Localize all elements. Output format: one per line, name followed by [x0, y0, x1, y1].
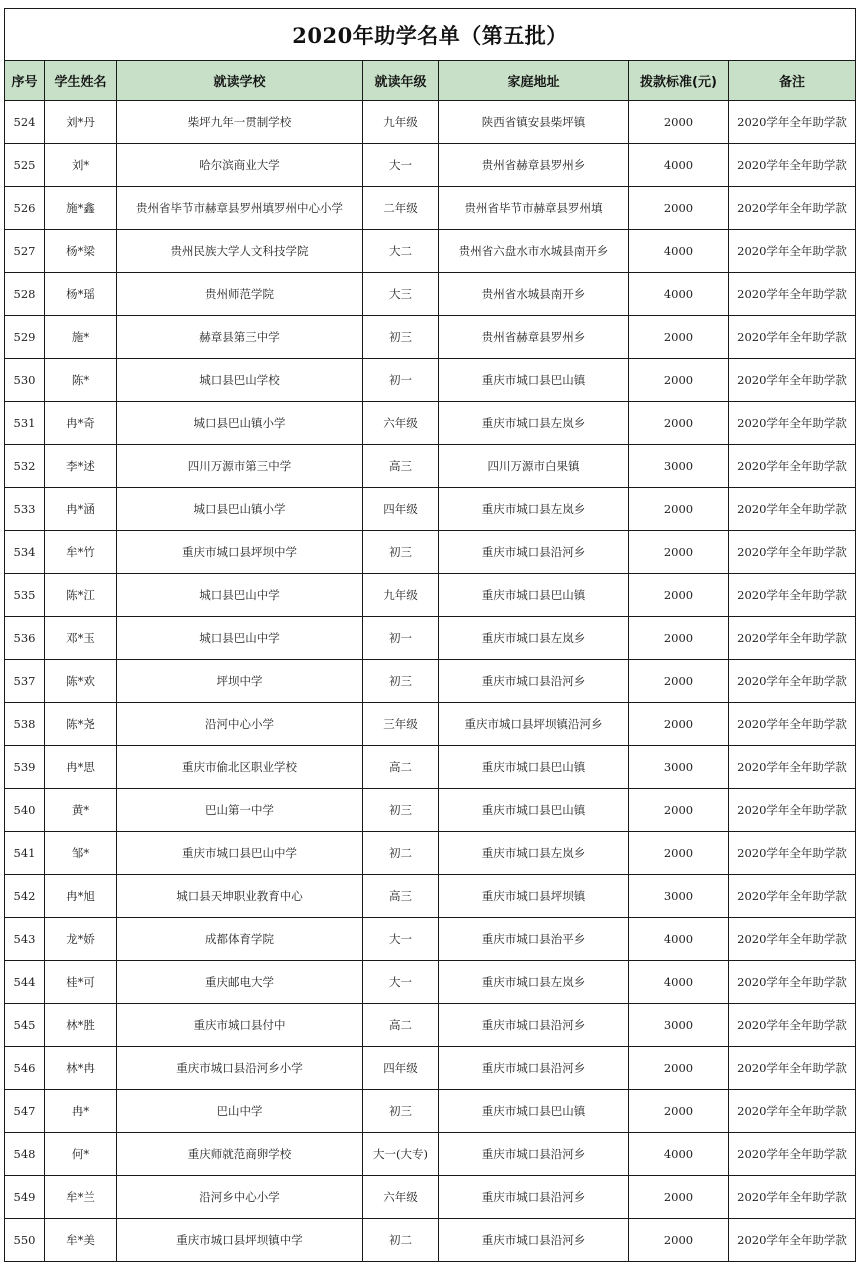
cell-school: 城口县天坤职业教育中心 — [117, 875, 363, 918]
column-header-amount: 拨款标准(元) — [629, 61, 729, 101]
cell-home-address: 重庆市城口县沿河乡 — [439, 1133, 629, 1176]
cell-school: 四川万源市第三中学 — [117, 445, 363, 488]
cell-grade: 高二 — [363, 1004, 439, 1047]
cell-home-address: 贵州省赫章县罗州乡 — [439, 316, 629, 359]
table-row — [5, 1004, 856, 1047]
cell-student-name: 桂*可 — [45, 961, 117, 1004]
cell-index: 544 — [5, 961, 45, 1004]
header-row — [5, 61, 856, 101]
cell-student-name: 龙*娇 — [45, 918, 117, 961]
cell-home-address: 陕西省镇安县柴坪镇 — [439, 101, 629, 144]
cell-grade: 九年级 — [363, 101, 439, 144]
cell-grade: 二年级 — [363, 187, 439, 230]
cell-remark: 2020学年全年助学款 — [729, 144, 856, 187]
cell-student-name: 林*冉 — [45, 1047, 117, 1090]
cell-school: 重庆市城口县坪坝镇中学 — [117, 1219, 363, 1262]
cell-home-address: 重庆市城口县左岚乡 — [439, 961, 629, 1004]
cell-grade: 初二 — [363, 1219, 439, 1262]
cell-student-name: 陈* — [45, 359, 117, 402]
cell-grade: 初一 — [363, 617, 439, 660]
table-row — [5, 703, 856, 746]
cell-index: 534 — [5, 531, 45, 574]
cell-student-name: 李*述 — [45, 445, 117, 488]
cell-amount: 2000 — [629, 1047, 729, 1090]
cell-amount: 4000 — [629, 273, 729, 316]
cell-index: 526 — [5, 187, 45, 230]
table-row — [5, 101, 856, 144]
cell-student-name: 邹* — [45, 832, 117, 875]
table-row — [5, 660, 856, 703]
table-row — [5, 574, 856, 617]
cell-student-name: 杨*瑶 — [45, 273, 117, 316]
table-row — [5, 918, 856, 961]
cell-index: 538 — [5, 703, 45, 746]
cell-home-address: 重庆市城口县沿河乡 — [439, 531, 629, 574]
page-title: 2020年助学名单（第五批） — [5, 9, 856, 61]
cell-student-name: 冉*涵 — [45, 488, 117, 531]
cell-home-address: 四川万源市白果镇 — [439, 445, 629, 488]
cell-school: 重庆市城口县坪坝中学 — [117, 531, 363, 574]
cell-amount: 3000 — [629, 746, 729, 789]
cell-index: 529 — [5, 316, 45, 359]
cell-school: 贵州省毕节市赫章县罗州填罗州中心小学 — [117, 187, 363, 230]
cell-home-address: 重庆市城口县巴山镇 — [439, 1090, 629, 1133]
cell-remark: 2020学年全年助学款 — [729, 488, 856, 531]
cell-index: 525 — [5, 144, 45, 187]
cell-amount: 2000 — [629, 789, 729, 832]
cell-grade: 初三 — [363, 789, 439, 832]
cell-grade: 大一 — [363, 961, 439, 1004]
cell-index: 532 — [5, 445, 45, 488]
cell-grade: 高三 — [363, 875, 439, 918]
aid-list-table — [4, 8, 856, 1262]
table-row — [5, 531, 856, 574]
cell-index: 536 — [5, 617, 45, 660]
cell-grade: 大二 — [363, 230, 439, 273]
table-row — [5, 746, 856, 789]
cell-grade: 高二 — [363, 746, 439, 789]
table-row — [5, 187, 856, 230]
cell-school: 贵州民族大学人文科技学院 — [117, 230, 363, 273]
cell-amount: 3000 — [629, 445, 729, 488]
cell-index: 524 — [5, 101, 45, 144]
cell-index: 542 — [5, 875, 45, 918]
cell-index: 550 — [5, 1219, 45, 1262]
cell-amount: 2000 — [629, 402, 729, 445]
cell-home-address: 贵州省毕节市赫章县罗州填 — [439, 187, 629, 230]
table-row — [5, 316, 856, 359]
cell-amount: 2000 — [629, 359, 729, 402]
cell-index: 545 — [5, 1004, 45, 1047]
cell-index: 530 — [5, 359, 45, 402]
table-row — [5, 230, 856, 273]
cell-index: 548 — [5, 1133, 45, 1176]
cell-index: 541 — [5, 832, 45, 875]
cell-grade: 初三 — [363, 660, 439, 703]
cell-remark: 2020学年全年助学款 — [729, 660, 856, 703]
cell-remark: 2020学年全年助学款 — [729, 1176, 856, 1219]
cell-remark: 2020学年全年助学款 — [729, 1047, 856, 1090]
cell-grade: 大一 — [363, 918, 439, 961]
cell-remark: 2020学年全年助学款 — [729, 187, 856, 230]
cell-remark: 2020学年全年助学款 — [729, 961, 856, 1004]
column-header-index: 序号 — [5, 61, 45, 101]
cell-index: 527 — [5, 230, 45, 273]
cell-index: 540 — [5, 789, 45, 832]
cell-school: 城口县巴山镇小学 — [117, 488, 363, 531]
cell-amount: 4000 — [629, 961, 729, 1004]
cell-school: 重庆师就范商卵学校 — [117, 1133, 363, 1176]
cell-remark: 2020学年全年助学款 — [729, 1219, 856, 1262]
cell-school: 重庆市城口县巴山中学 — [117, 832, 363, 875]
cell-school: 贵州师范学院 — [117, 273, 363, 316]
table-row — [5, 1090, 856, 1133]
cell-amount: 4000 — [629, 230, 729, 273]
cell-grade: 初二 — [363, 832, 439, 875]
cell-home-address: 重庆市城口县巴山镇 — [439, 359, 629, 402]
cell-student-name: 施* — [45, 316, 117, 359]
cell-home-address: 重庆市城口县左岚乡 — [439, 832, 629, 875]
cell-index: 539 — [5, 746, 45, 789]
cell-remark: 2020学年全年助学款 — [729, 531, 856, 574]
cell-school: 城口县巴山中学 — [117, 617, 363, 660]
cell-student-name: 陈*江 — [45, 574, 117, 617]
cell-home-address: 重庆市城口县坪坝镇沿河乡 — [439, 703, 629, 746]
cell-index: 543 — [5, 918, 45, 961]
cell-student-name: 刘*丹 — [45, 101, 117, 144]
cell-home-address: 重庆市城口县巴山镇 — [439, 746, 629, 789]
cell-remark: 2020学年全年助学款 — [729, 445, 856, 488]
cell-amount: 2000 — [629, 531, 729, 574]
cell-amount: 2000 — [629, 316, 729, 359]
table-row — [5, 617, 856, 660]
column-header-home-address: 家庭地址 — [439, 61, 629, 101]
cell-student-name: 牟*兰 — [45, 1176, 117, 1219]
cell-home-address: 重庆市城口县左岚乡 — [439, 402, 629, 445]
cell-remark: 2020学年全年助学款 — [729, 617, 856, 660]
cell-student-name: 何* — [45, 1133, 117, 1176]
cell-student-name: 黄* — [45, 789, 117, 832]
cell-grade: 三年级 — [363, 703, 439, 746]
cell-index: 537 — [5, 660, 45, 703]
cell-remark: 2020学年全年助学款 — [729, 918, 856, 961]
cell-index: 547 — [5, 1090, 45, 1133]
cell-school: 重庆市城口县沿河乡小学 — [117, 1047, 363, 1090]
cell-home-address: 重庆市城口县左岚乡 — [439, 617, 629, 660]
cell-grade: 大一(大专) — [363, 1133, 439, 1176]
cell-amount: 3000 — [629, 875, 729, 918]
cell-remark: 2020学年全年助学款 — [729, 746, 856, 789]
cell-amount: 2000 — [629, 488, 729, 531]
cell-home-address: 贵州省六盘水市水城县南开乡 — [439, 230, 629, 273]
cell-school: 重庆市偷北区职业学校 — [117, 746, 363, 789]
cell-school: 巴山第一中学 — [117, 789, 363, 832]
cell-home-address: 重庆市城口县巴山镇 — [439, 789, 629, 832]
cell-student-name: 冉*旭 — [45, 875, 117, 918]
cell-remark: 2020学年全年助学款 — [729, 789, 856, 832]
table-row — [5, 445, 856, 488]
cell-school: 沿河乡中心小学 — [117, 1176, 363, 1219]
cell-student-name: 陈*欢 — [45, 660, 117, 703]
cell-index: 531 — [5, 402, 45, 445]
cell-index: 535 — [5, 574, 45, 617]
cell-amount: 4000 — [629, 918, 729, 961]
cell-school: 城口县巴山中学 — [117, 574, 363, 617]
cell-school: 城口县巴山镇小学 — [117, 402, 363, 445]
cell-amount: 3000 — [629, 1004, 729, 1047]
table-row — [5, 488, 856, 531]
table-row — [5, 1176, 856, 1219]
cell-remark: 2020学年全年助学款 — [729, 230, 856, 273]
cell-student-name: 冉*思 — [45, 746, 117, 789]
cell-student-name: 邓*玉 — [45, 617, 117, 660]
cell-amount: 2000 — [629, 101, 729, 144]
cell-home-address: 重庆市城口县沿河乡 — [439, 1047, 629, 1090]
table-row — [5, 875, 856, 918]
cell-school: 重庆邮电大学 — [117, 961, 363, 1004]
cell-school: 坪坝中学 — [117, 660, 363, 703]
cell-grade: 大一 — [363, 144, 439, 187]
cell-home-address: 重庆市城口县沿河乡 — [439, 1004, 629, 1047]
cell-amount: 2000 — [629, 703, 729, 746]
table-row — [5, 144, 856, 187]
cell-student-name: 冉* — [45, 1090, 117, 1133]
cell-remark: 2020学年全年助学款 — [729, 359, 856, 402]
cell-amount: 2000 — [629, 1090, 729, 1133]
cell-index: 533 — [5, 488, 45, 531]
cell-amount: 2000 — [629, 660, 729, 703]
cell-grade: 大三 — [363, 273, 439, 316]
cell-grade: 六年级 — [363, 402, 439, 445]
cell-grade: 四年级 — [363, 1047, 439, 1090]
cell-remark: 2020学年全年助学款 — [729, 101, 856, 144]
cell-student-name: 冉*奇 — [45, 402, 117, 445]
cell-home-address: 重庆市城口县沿河乡 — [439, 1176, 629, 1219]
cell-remark: 2020学年全年助学款 — [729, 1090, 856, 1133]
cell-index: 546 — [5, 1047, 45, 1090]
table-row — [5, 832, 856, 875]
cell-index: 528 — [5, 273, 45, 316]
table-body — [5, 101, 856, 1262]
cell-home-address: 重庆市城口县沿河乡 — [439, 660, 629, 703]
cell-remark: 2020学年全年助学款 — [729, 875, 856, 918]
cell-grade: 六年级 — [363, 1176, 439, 1219]
cell-amount: 2000 — [629, 1219, 729, 1262]
cell-home-address: 重庆市城口县治平乡 — [439, 918, 629, 961]
cell-remark: 2020学年全年助学款 — [729, 1004, 856, 1047]
column-header-grade: 就读年级 — [363, 61, 439, 101]
cell-amount: 2000 — [629, 832, 729, 875]
table-row — [5, 961, 856, 1004]
cell-grade: 初一 — [363, 359, 439, 402]
cell-student-name: 林*胜 — [45, 1004, 117, 1047]
cell-student-name: 牟*美 — [45, 1219, 117, 1262]
cell-student-name: 杨*梁 — [45, 230, 117, 273]
cell-amount: 4000 — [629, 144, 729, 187]
table-row — [5, 1047, 856, 1090]
cell-amount: 2000 — [629, 187, 729, 230]
cell-school: 沿河中心小学 — [117, 703, 363, 746]
cell-remark: 2020学年全年助学款 — [729, 273, 856, 316]
cell-grade: 初三 — [363, 531, 439, 574]
table-row — [5, 1219, 856, 1262]
cell-home-address: 重庆市城口县坪坝镇 — [439, 875, 629, 918]
cell-school: 城口县巴山学校 — [117, 359, 363, 402]
cell-remark: 2020学年全年助学款 — [729, 574, 856, 617]
column-header-student-name: 学生姓名 — [45, 61, 117, 101]
cell-amount: 4000 — [629, 1133, 729, 1176]
cell-remark: 2020学年全年助学款 — [729, 1133, 856, 1176]
cell-student-name: 陈*尧 — [45, 703, 117, 746]
cell-remark: 2020学年全年助学款 — [729, 703, 856, 746]
cell-home-address: 重庆市城口县左岚乡 — [439, 488, 629, 531]
table-row — [5, 1133, 856, 1176]
cell-grade: 九年级 — [363, 574, 439, 617]
cell-school: 哈尔滨商业大学 — [117, 144, 363, 187]
cell-home-address: 重庆市城口县巴山镇 — [439, 574, 629, 617]
cell-grade: 四年级 — [363, 488, 439, 531]
cell-student-name: 牟*竹 — [45, 531, 117, 574]
cell-amount: 2000 — [629, 617, 729, 660]
table-row — [5, 402, 856, 445]
cell-student-name: 施*鑫 — [45, 187, 117, 230]
cell-amount: 2000 — [629, 1176, 729, 1219]
cell-remark: 2020学年全年助学款 — [729, 316, 856, 359]
cell-school: 巴山中学 — [117, 1090, 363, 1133]
cell-grade: 初三 — [363, 1090, 439, 1133]
cell-home-address: 重庆市城口县沿河乡 — [439, 1219, 629, 1262]
cell-home-address: 贵州省水城县南开乡 — [439, 273, 629, 316]
cell-school: 赫章县第三中学 — [117, 316, 363, 359]
column-header-remark: 备注 — [729, 61, 856, 101]
table-row — [5, 359, 856, 402]
cell-grade: 高三 — [363, 445, 439, 488]
cell-school: 成都体育学院 — [117, 918, 363, 961]
cell-school: 重庆市城口县付中 — [117, 1004, 363, 1047]
table-row — [5, 273, 856, 316]
cell-school: 柴坪九年一贯制学校 — [117, 101, 363, 144]
cell-grade: 初三 — [363, 316, 439, 359]
cell-amount: 2000 — [629, 574, 729, 617]
cell-remark: 2020学年全年助学款 — [729, 832, 856, 875]
cell-index: 549 — [5, 1176, 45, 1219]
column-header-school: 就读学校 — [117, 61, 363, 101]
cell-student-name: 刘* — [45, 144, 117, 187]
cell-remark: 2020学年全年助学款 — [729, 402, 856, 445]
table-row — [5, 789, 856, 832]
cell-home-address: 贵州省赫章县罗州乡 — [439, 144, 629, 187]
